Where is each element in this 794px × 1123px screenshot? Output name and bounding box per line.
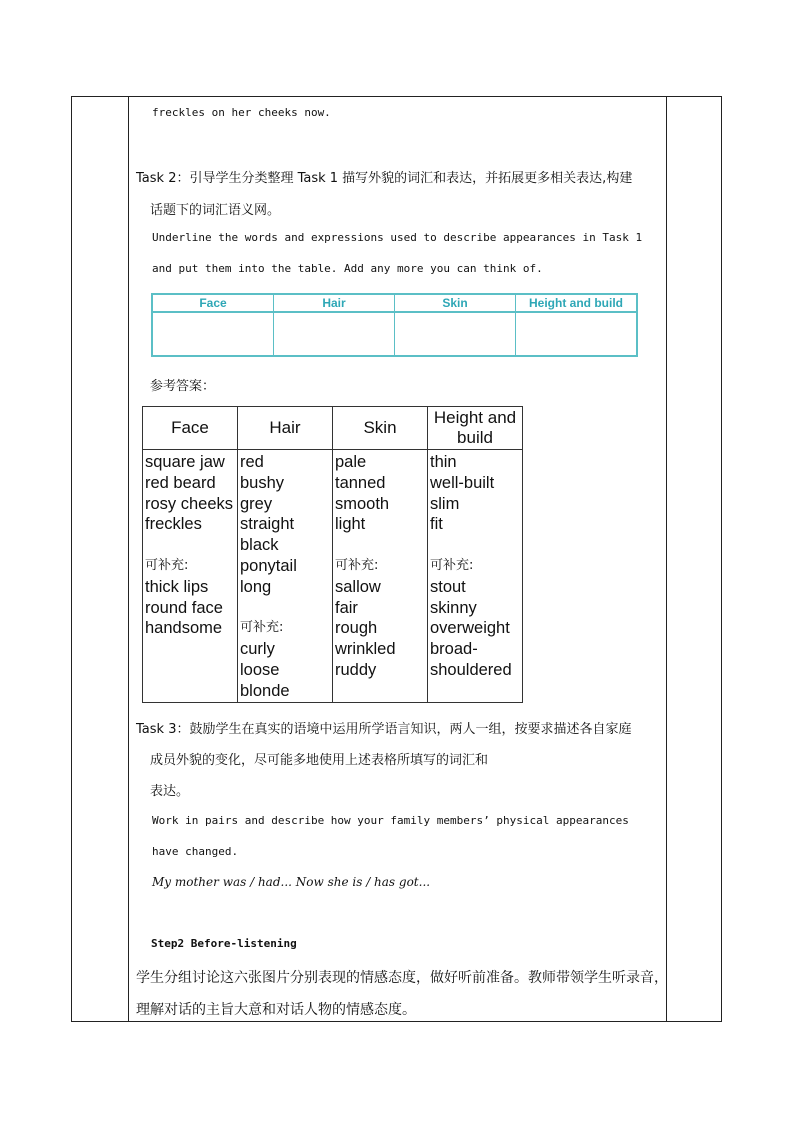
task2-instruction-cn: Task 2：引导学生分类整理 Task 1 描写外貌的词汇和表达，并拓展更多相关表达,构建 [136, 171, 633, 186]
supplement-label: 可补充: [145, 557, 189, 573]
answer-item: rosy cheeks [145, 494, 234, 513]
answer-item: broad- [430, 640, 478, 659]
answer-spacer [240, 598, 330, 619]
answer-header-skin: Skin [333, 407, 428, 450]
answer-item: fit [430, 515, 443, 534]
task2-instruction-en: Underline the words and expressions used to describe appearances in Task 1 [152, 231, 643, 244]
worksheet-header-skin: Skin [395, 294, 516, 312]
worksheet-header-height-build: Height and build [516, 294, 638, 312]
answer-item: thin [430, 453, 457, 471]
answer-item: freckles [145, 515, 202, 534]
answer-item: shouldered [430, 660, 512, 679]
answer-item: blonde [240, 681, 290, 700]
answer-spacer [145, 535, 235, 556]
reference-answer-label: 参考答案： [150, 379, 216, 394]
task3-instruction-en: Work in pairs and describe how your family members’ physical appearances [152, 814, 629, 827]
supplement-label: 可补充: [335, 557, 379, 573]
step2-description-cont: 理解对话的主旨大意和对话人物的情感态度。 [136, 1002, 416, 1018]
answer-item: slim [430, 494, 460, 513]
step2-description: 学生分组讨论这六张图片分别表现的情感态度，做好听前准备。教师带领学生听录音， [136, 970, 668, 986]
worksheet-cell [516, 312, 638, 356]
step2-heading: Step2 Before-listening [151, 937, 297, 950]
task2-instruction-cn-cont: 话题下的词汇语义网。 [150, 203, 281, 218]
task3-instruction-en-cont: have changed. [152, 845, 239, 858]
answer-item: wrinkled [335, 640, 396, 659]
worksheet-cell [274, 312, 395, 356]
answer-item: black [240, 536, 279, 555]
answer-item: stout [430, 577, 466, 596]
task3-instruction-cn-end: 表达。 [150, 784, 190, 799]
answer-header-height-build: Height and build [428, 407, 523, 450]
answer-column-face [143, 450, 238, 703]
answer-spacer [335, 535, 425, 556]
answer-column-height-build [428, 450, 523, 703]
task2-instruction-en-cont: and put them into the table. Add any more you can think of. [152, 262, 543, 275]
worksheet-cell [395, 312, 516, 356]
right-column-divider [666, 96, 667, 1022]
answer-header-hair: Hair [238, 407, 333, 450]
answer-header-face: Face [143, 407, 238, 450]
answer-item: overweight [430, 619, 510, 638]
answer-item: square jaw [145, 453, 225, 471]
answer-item: light [335, 515, 366, 534]
worksheet-table [151, 293, 638, 357]
answer-item: red beard [145, 473, 216, 492]
answer-column-skin [333, 450, 428, 703]
supplement-label: 可补充: [240, 620, 284, 636]
answer-spacer [430, 535, 520, 556]
answer-item: long [240, 577, 272, 596]
answer-item: smooth [335, 494, 390, 513]
freckles-line: freckles on her cheeks now. [152, 106, 331, 119]
worksheet-cell [152, 312, 274, 356]
answer-item: fair [335, 598, 358, 617]
supplement-label: 可补充: [430, 557, 474, 573]
worksheet-header-face: Face [152, 294, 274, 312]
answer-item: sallow [335, 577, 381, 596]
worksheet-header-hair: Hair [274, 294, 395, 312]
answer-item: handsome [145, 619, 223, 638]
answer-item: pale [335, 453, 367, 471]
answer-item: loose [240, 660, 280, 679]
answer-item: red [240, 453, 264, 471]
answer-item: ponytail [240, 556, 297, 575]
answer-item: curly [240, 640, 275, 659]
answer-column-hair [238, 450, 333, 703]
answer-item: well-built [430, 473, 495, 492]
left-column-divider [128, 96, 129, 1022]
answer-item: bushy [240, 473, 285, 492]
answer-item: round face [145, 598, 223, 617]
answer-item: straight [240, 515, 295, 534]
task3-instruction-cn: Task 3：鼓励学生在真实的语境中运用所学语言知识，两人一组，按要求描述各自家庭 [136, 722, 632, 737]
answer-table [142, 406, 523, 703]
answer-item: ruddy [335, 660, 377, 679]
answer-item: rough [335, 619, 378, 638]
task3-example-sentence: My mother was / had... Now she is / has got... [152, 875, 431, 889]
answer-item: thick lips [145, 577, 209, 596]
answer-item: grey [240, 494, 273, 513]
answer-item: tanned [335, 473, 386, 492]
task3-instruction-cn-cont: 成员外貌的变化，尽可能多地使用上述表格所填写的词汇和 [150, 753, 489, 768]
answer-item: skinny [430, 598, 477, 617]
